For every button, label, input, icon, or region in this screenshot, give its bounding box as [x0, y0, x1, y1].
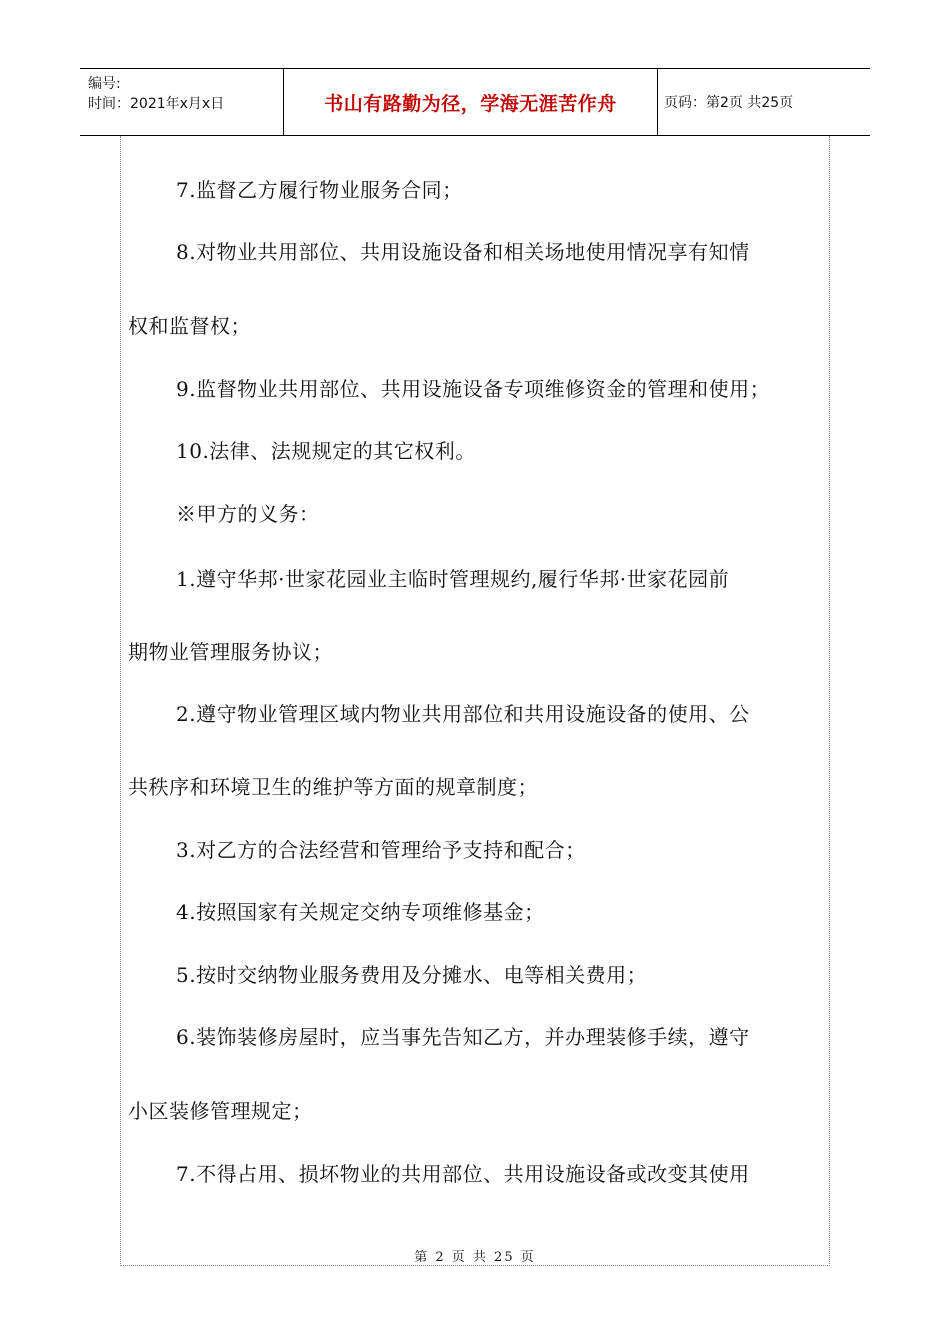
document-number-label: 编号:	[88, 76, 121, 92]
obligation-5: 5.按时交纳物业服务费用及分摊水、电等相关费用；	[176, 963, 648, 987]
obligation-3: 3.对乙方的合法经营和管理给予支持和配合；	[176, 838, 586, 862]
obligation-2: 2.遵守物业管理区域内物业共用部位和共用设施设备的使用、公	[176, 702, 750, 726]
obligation-7: 7.不得占用、损坏物业的共用部位、共用设施设备或改变其使用	[176, 1162, 750, 1186]
header-page-info: 页码：第2页 共25页	[664, 95, 794, 111]
header-meta-cell	[80, 69, 284, 135]
obligation-2-continued: 共秩序和环境卫生的维护等方面的规章制度；	[128, 775, 538, 799]
paragraph-9-maintenance-fund: 9.监督物业共用部位、共用设施设备专项维修资金的管理和使用；	[176, 377, 771, 401]
obligation-1: 1.遵守华邦·世家花园业主临时管理规约,履行华邦·世家花园前	[176, 567, 730, 591]
obligation-6: 6.装饰装修房屋时，应当事先告知乙方，并办理装修手续，遵守	[176, 1025, 750, 1049]
obligation-4: 4.按照国家有关规定交纳专项维修基金；	[176, 900, 545, 924]
paragraph-8-right-to-know: 8.对物业共用部位、共用设施设备和相关场地使用情况享有知情	[176, 240, 750, 264]
section-heading-obligations: ※甲方的义务：	[176, 502, 320, 526]
paragraph-8-continued: 权和监督权；	[128, 314, 251, 338]
header-motto: 书山有路勤为径，学海无涯苦作舟	[324, 92, 617, 115]
page-header	[80, 68, 870, 136]
paragraph-7-supervise: 7.监督乙方履行物业服务合同；	[176, 178, 463, 202]
document-date: 时间：2021年x月x日	[88, 96, 225, 112]
obligation-6-continued: 小区装修管理规定；	[128, 1099, 313, 1123]
header-page-cell	[658, 69, 870, 135]
header-motto-cell	[284, 69, 658, 135]
paragraph-10-other-rights: 10.法律、法规规定的其它权利。	[176, 439, 476, 463]
obligation-1-continued: 期物业管理服务协议；	[128, 640, 333, 664]
page-footer: 第 2 页 共 25 页	[414, 1250, 536, 1265]
